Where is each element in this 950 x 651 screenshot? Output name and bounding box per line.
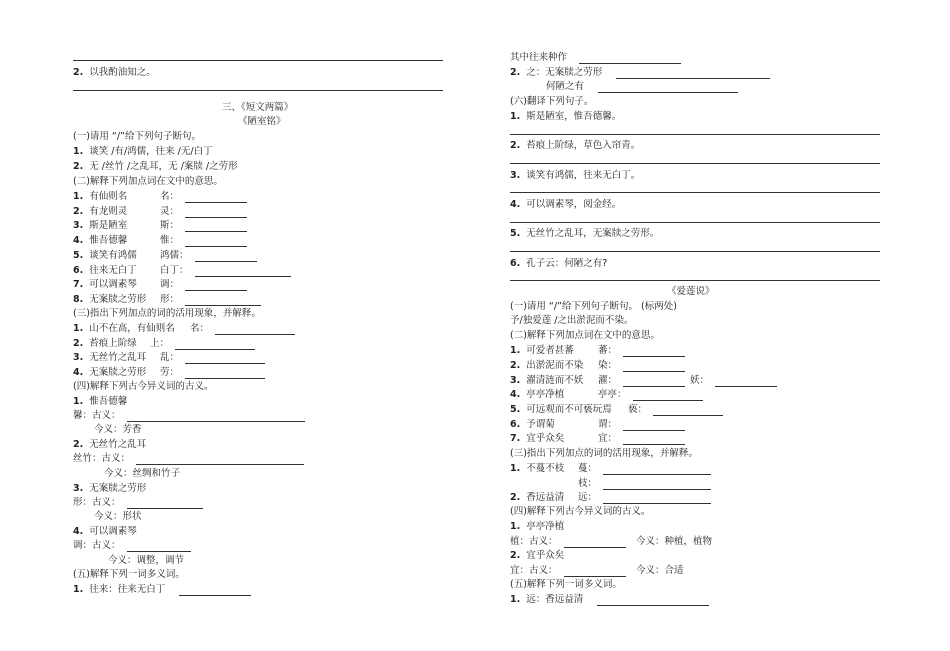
part4-item: 4. 可以调素琴 (73, 526, 137, 537)
part2-word: 调： (160, 278, 247, 291)
translate-item: 5. 无丝竹之乱耳，无案牍之劳形。 (510, 228, 660, 239)
poem-title: 《陋室铭》 (238, 116, 286, 127)
answer-blank[interactable] (597, 595, 709, 606)
a4-gu: 宜：古义： (510, 564, 626, 577)
part4-gu: 馨：古义： (73, 409, 305, 422)
a3-word: 蔓： (578, 462, 711, 475)
answer-blank[interactable] (185, 368, 265, 379)
answer-blank[interactable] (598, 82, 738, 93)
answer-blank[interactable] (603, 479, 711, 490)
answer-blank[interactable] (603, 464, 711, 475)
answer-line (73, 90, 443, 91)
answer-line[interactable] (510, 163, 880, 164)
part5-item: 1. 往来：往来无白丁 (73, 583, 251, 596)
answer-blank[interactable] (623, 420, 685, 431)
poem-title: 《爱莲说》 (667, 286, 715, 297)
part4-item: 3. 无案牍之劳形 (73, 483, 147, 494)
a5-heading: (五)解释下列一词多义词。 (510, 579, 622, 590)
part3-item: 4. 无案牍之劳形 (73, 367, 147, 378)
answer-line[interactable] (510, 251, 880, 252)
translate-item: 6. 孔子云：何陋之有? (510, 258, 608, 269)
a2-item: 5. 可远观而不可亵玩焉 (510, 404, 612, 415)
answer-blank[interactable] (616, 68, 770, 79)
part4-jin: 今义：形状 (94, 511, 142, 522)
a2-word: 谓： (598, 418, 685, 431)
answer-blank[interactable] (136, 454, 304, 465)
part4-gu: 调：古义： (73, 539, 191, 552)
part4-jin: 今义：芳香 (94, 424, 142, 435)
a4-item: 2. 宜乎众矣 (510, 550, 565, 561)
answer-blank[interactable] (623, 346, 685, 357)
part4-gu: 形：古义： (73, 496, 203, 509)
part2-item: 8. 无案牍之劳形 (73, 294, 147, 305)
answer-blank[interactable] (715, 376, 777, 387)
a2-word: 濯： (598, 374, 685, 387)
polysemy-line: 其中往来种作 (510, 51, 681, 64)
translate-item: 4. 可以调素琴，阅金经。 (510, 199, 622, 210)
part4-item: 2. 无丝竹之乱耳 (73, 439, 147, 450)
part3-word: 上： (150, 337, 255, 350)
answer-blank[interactable] (603, 493, 711, 504)
part4-jin: 今义：调整，调节 (108, 555, 185, 566)
part3-item: 1. 山不在高，有仙则名 (73, 323, 175, 334)
part4-heading: (四)解释下列古今异义词的古义。 (73, 381, 214, 392)
a3-item: 1. 不蔓不枝 (510, 463, 565, 474)
part4-item: 1. 惟吾德馨 (73, 396, 128, 407)
a3-word: 枝： (578, 477, 711, 490)
a2-item: 4. 亭亭净植 (510, 389, 565, 400)
polysemy-line: 2. 之：无案牍之劳形 (510, 66, 770, 79)
answer-blank[interactable] (185, 353, 265, 364)
a4-item: 1. 亭亭净植 (510, 521, 565, 532)
part1-heading: (一)请用 “/”给下列句子断句。 (73, 131, 201, 142)
answer-blank[interactable] (185, 192, 247, 203)
answer-blank[interactable] (127, 411, 305, 422)
answer-line[interactable] (510, 222, 880, 223)
part2-item: 5. 谈笑有鸿儒 (73, 250, 137, 261)
part2-word: 斯： (160, 219, 247, 232)
part5-heading: (五)解释下列一词多义词。 (73, 569, 185, 580)
answer-blank[interactable] (564, 537, 626, 548)
a2-item: 7. 宜乎众矣 (510, 433, 565, 444)
part2-word: 名： (160, 190, 247, 203)
a3-heading: (三)指出下列加点的词的活用现象，并解释。 (510, 448, 698, 459)
answer-blank[interactable] (185, 207, 247, 218)
answer-blank[interactable] (127, 498, 203, 509)
answer-blank[interactable] (623, 361, 685, 372)
part2-item: 7. 可以调素琴 (73, 279, 137, 290)
a3-word: 远： (578, 491, 711, 504)
translate-item: 3. 谈笑有鸿儒，往来无白丁。 (510, 170, 641, 181)
answer-blank[interactable] (215, 324, 295, 335)
answer-blank[interactable] (195, 251, 257, 262)
answer-blank[interactable] (579, 53, 681, 64)
part3-item: 2. 苔痕上阶绿 (73, 338, 137, 349)
part3-word: 乱： (160, 351, 265, 364)
part2-item: 4. 惟吾德馨 (73, 235, 128, 246)
a2-heading: (二)解释下列加点词在文中的意思。 (510, 330, 660, 341)
answer-blank[interactable] (633, 390, 703, 401)
translate-item: 1. 斯是陋室，惟吾德馨。 (510, 111, 622, 122)
a2-word: 宜： (598, 432, 685, 445)
part2-item: 3. 斯是陋室 (73, 220, 128, 231)
answer-blank[interactable] (564, 566, 626, 577)
answer-blank[interactable] (179, 585, 251, 596)
answer-line[interactable] (510, 280, 880, 281)
translate-item: 2. 苔痕上阶绿，草色入帘青。 (510, 140, 641, 151)
part1-item: 1. 谈笑 /有/鸿儒，往来 /无/白丁 (73, 146, 213, 157)
a2-word: 蕃： (598, 344, 685, 357)
a2-word: 亵： (628, 403, 723, 416)
part2-word: 鸿儒： (160, 249, 257, 262)
answer-blank[interactable] (195, 266, 291, 277)
a1-heading: (一)请用 “/”给下列句子断句。 (标两处) (510, 301, 677, 312)
part3-word: 名： (190, 322, 295, 335)
part2-word: 形： (160, 293, 261, 306)
answer-blank[interactable] (185, 221, 247, 232)
question-2: 2. 以我酌油知之。 (73, 67, 156, 78)
a2-item: 1. 可爱者甚蕃 (510, 345, 574, 356)
part6-heading: (六)翻译下列句子。 (510, 96, 594, 107)
a2-word: 亭亭： (598, 388, 703, 401)
part2-item: 2. 有龙则灵 (73, 206, 128, 217)
polysemy-line: 何陋之有 (546, 80, 738, 93)
answer-blank[interactable] (623, 376, 685, 387)
part1-item: 2. 无 /丝竹 /之乱耳，无 /案牍 /之劳形 (73, 161, 238, 172)
a4-heading: (四)解释下列古今异义词的古义。 (510, 506, 651, 517)
a2-item: 2. 出淤泥而不染 (510, 360, 584, 371)
a4-jin: 今义：合适 (636, 565, 684, 576)
answer-line[interactable] (510, 192, 880, 193)
part3-heading: (三)指出下列加点的词的活用现象，并解释。 (73, 308, 261, 319)
a2-word: 染： (598, 359, 685, 372)
part3-word: 劳： (160, 366, 265, 379)
answer-blank[interactable] (127, 541, 191, 552)
answer-blank[interactable] (623, 434, 685, 445)
a4-jin: 今义：种植，植物 (636, 536, 713, 547)
a2-word: 妖： (690, 374, 777, 387)
part2-heading: (二)解释下列加点词在文中的意思。 (73, 176, 223, 187)
answer-line (73, 60, 443, 61)
answer-blank[interactable] (185, 236, 247, 247)
a2-item: 3. 濯清涟而不妖 (510, 375, 584, 386)
part2-word: 白丁： (160, 264, 291, 277)
answer-blank[interactable] (175, 339, 255, 350)
a1-text: 予/独爱莲 /之出淤泥而不染。 (510, 315, 634, 326)
part3-item: 3. 无丝竹之乱耳 (73, 352, 147, 363)
a5-item: 1. 远：香远益清 (510, 593, 709, 606)
answer-blank[interactable] (653, 405, 723, 416)
answer-blank[interactable] (185, 295, 261, 306)
a2-item: 6. 予谓菊 (510, 419, 555, 430)
part2-item: 1. 有仙则名 (73, 191, 128, 202)
a3-item: 2. 香远益清 (510, 492, 565, 503)
part4-jin: 今义：丝绸和竹子 (104, 468, 181, 479)
section-title: 三、《短文两篇》 (222, 102, 294, 113)
part2-word: 惟： (160, 234, 247, 247)
answer-line[interactable] (510, 134, 880, 135)
part2-word: 灵： (160, 205, 247, 218)
a4-gu: 植：古义： (510, 535, 626, 548)
part4-gu: 丝竹：古义： (73, 452, 304, 465)
answer-blank[interactable] (185, 280, 247, 291)
part2-item: 6. 往来无白丁 (73, 265, 137, 276)
